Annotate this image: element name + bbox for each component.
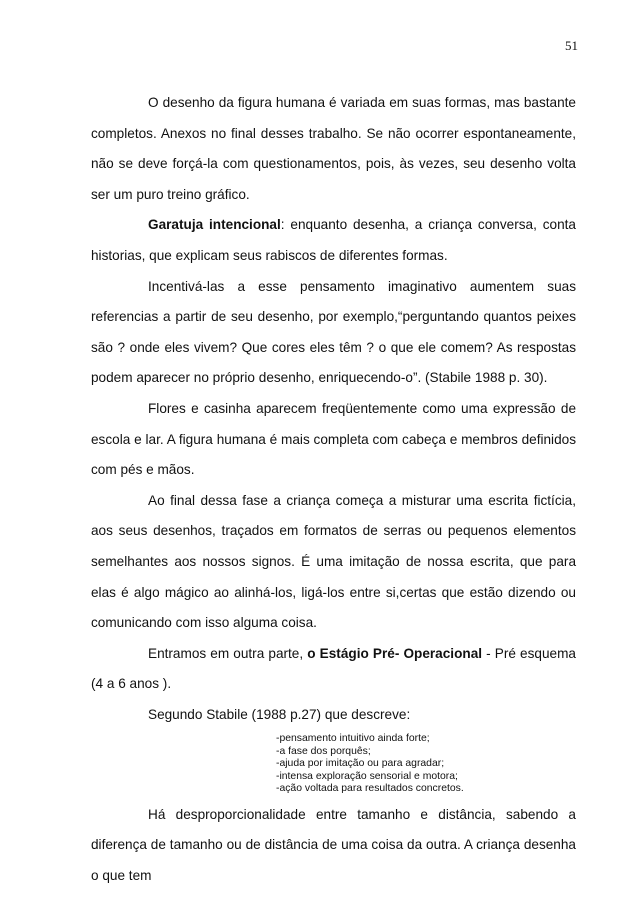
paragraph-text: Entramos em outra parte,	[148, 645, 308, 661]
list-item: -intensa exploração sensorial e motora;	[276, 770, 458, 782]
paragraph-figura-humana: O desenho da figura humana é variada em suas formas, mas bastante completos. Anexos no final desses trabalho. Se não ocorrer espontaneamente, não se deve forçá-la com questionamentos, pois, às vezes, seu desenho volta ser um puro treino gráfico.	[91, 95, 576, 202]
paragraph-desproporcionalidade: Há desproporcionalidade entre tamanho e distância, sabendo a diferença de tamanho ou de distância de uma coisa da outra. A criança desenha o que tem	[91, 806, 576, 883]
paragraph-incentivo: Incentivá-las a esse pensamento imaginativo aumentem suas referencias a partir de seu desenho, por exemplo,“perguntando quantos peixes são ? onde eles vivem? Que cores eles têm ? o que ele comem? As respostas podem aparecer no próprio desenho, enriquecendo-o”. (Stabile 1988 p. 30).	[91, 278, 576, 386]
list-item: -ajuda por imitação ou para agradar;	[276, 758, 445, 770]
list-item: -ação voltada para resultados concretos.	[276, 783, 464, 795]
list-item: -pensamento intuitivo ainda forte;	[276, 733, 430, 745]
paragraph-garatuja-intencional	[91, 210, 576, 271]
paragraph-flores-casinha: Flores e casinha aparecem freqüentemente como uma expressão de escola e lar. A figura humana é mais completa com cabeça e membros definidos com pés e mãos.	[91, 400, 576, 478]
body-text	[91, 88, 576, 891]
list-item: -a fase dos porquês;	[276, 745, 371, 757]
term-estagio-pre-operacional: o Estágio Pré- Operacional	[307, 645, 483, 661]
page-number: 51	[565, 38, 578, 53]
characteristics-list	[91, 733, 576, 795]
paragraph-segundo-stabile: Segundo Stabile (1988 p.27) que descreve:	[148, 706, 411, 722]
paragraph-text: : enquanto desenha, a criança conversa, conta historias, que explicam seus rabiscos de diferentes formas.	[91, 217, 576, 263]
paragraph-escrita-ficticia: Ao final dessa fase a criança começa a misturar uma escrita fictícia, aos seus desenhos, traçados em formatos de serras ou pequenos elementos semelhantes aos nossos signos. É uma imitação de nossa escrita, que para elas é algo mágico ao alinhá-los, ligá-los entre si,certas que estão dizendo ou comunicando com isso alguma coisa.	[91, 492, 576, 631]
paragraph-text: - Pré esquema (4 a 6 anos ).	[91, 645, 576, 692]
paragraph-estagio-pre-operacional	[91, 639, 576, 700]
term-garatuja-intencional: Garatuja intencional	[148, 217, 281, 233]
